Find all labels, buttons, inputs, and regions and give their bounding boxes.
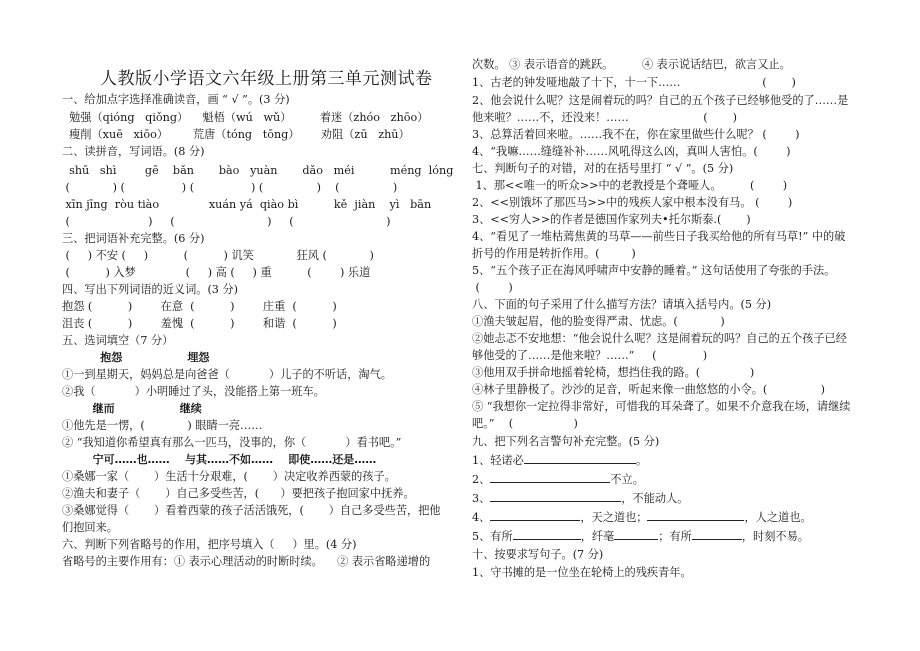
section-5-heading: 五、选词填空（7 分） [62,334,174,347]
section-9-question-4 [472,510,912,526]
section-6-heading: 六、判断下列省略号的作用，把序号填入（ ）里。(4 分) [62,538,357,551]
section-6-question-4[interactable]: 4、“我嘛……缝缝补补……风吼得这么凶，真叫人害怕。( ) [472,145,791,158]
section-5-question-3c[interactable]: ③桑娜觉得（ ）看着西蒙的孩子活活饿死，( ）自己多受些苦，把他 [62,504,441,517]
section-1-row-1: 勉强（qióng qiǒng） 魁梧（wú wǔ） 着迷（zhóo zhōo） [62,111,429,124]
section-8-question-4[interactable]: ④林子里静极了。沙沙的足音，听起来像一曲悠悠的小令。( ) [472,383,825,396]
section-5-question-1a[interactable]: ①一到星期天，妈妈总是向爸爸（ ）儿子的不听话，淘气。 [62,368,392,381]
section-9-question-3 [472,491,912,507]
q4-prefix: 4、 [472,511,491,524]
section-3-row-1[interactable]: ( ) 不安 ( ) ( ) 讥笑 狂风 ( ) [62,249,374,262]
section-9-question-1 [472,453,912,469]
q3-answer-blank[interactable] [490,491,621,502]
q5-mid-1: ，纤毫 [580,530,615,543]
section-8-heading: 八、下面的句子采用了什么描写方法？请填入括号内。(5 分) [472,298,772,311]
section-5-word-choices-1: 抱怨 埋怨 [62,351,210,364]
section-8-question-2: ②她忐忑不安地想：“他会说什么呢？这是闹着玩的吗？自己的五个孩子已经 [472,332,847,345]
section-1-row-2: 瘦削（xuē xiōo） 荒唐（tóng tōng） 劝阻（zū zhū） [62,128,410,141]
section-10-heading: 十、按要求写句子。(7 分) [472,548,604,561]
section-7-question-1[interactable]: 1、那<<唯一的听众>>中的老教授是个聋哑人。 ( ) [472,179,788,192]
section-7-question-5-cont[interactable]: ( ) [472,281,513,294]
section-7-question-2[interactable]: 2、<<别饿坏了那匹马>>中的残疾人家中根本没有马。 ( ) [472,196,793,209]
section-2-pinyin-1: shū shì gē bǎn bào yuàn dǎo méi méng lóng [62,164,454,177]
section-7-question-3[interactable]: 3、<<穷人>>的作者是德国作家列夫•托尔斯泰.( ) [472,213,751,226]
section-10-question-1: 1、守书摊的是一位坐在轮椅上的残疾青年。 [472,566,692,579]
section-5-word-choices-3: 宁可……也…… 与其……不如…… 即使……还是…… [62,453,377,466]
section-8-question-2-cont[interactable]: 够他受的了……是他来啦？……” ( ) [472,349,708,362]
q5-answer-blank-2[interactable] [614,529,658,540]
q4-answer-blank-1[interactable] [490,510,580,521]
q5-mid-2: ；有所 [658,530,692,543]
section-7-question-4-cont[interactable]: 折号的作用是转折作用。( ) [472,247,636,260]
section-3-row-2[interactable]: ( ) 入梦 ( ) 高 ( ) 重 ( ) 乐道 [62,266,371,279]
q3-suffix: ，不能动人。 [621,492,689,505]
section-9-heading: 九、把下列名言警句补充完整。(5 分) [472,435,660,448]
q5-answer-blank-3[interactable] [692,529,742,540]
section-5-word-choices-2: 继而 继续 [62,402,202,415]
section-5-question-2b[interactable]: ② “我知道你希望真有那么一匹马，没事的，你（ ）看书吧。” [62,436,402,449]
section-6-intro: 省略号的主要作用有：① 表示心理活动的时断时续。 ② 表示省略递增的 [62,555,431,568]
section-9-question-2 [472,472,912,488]
section-2-blanks-1[interactable]: ( ) ( ) ( ) ( ) ( ) [62,181,398,194]
section-9-question-5 [472,529,912,545]
q5-answer-blank-1[interactable] [513,529,581,540]
q1-answer-blank[interactable] [524,453,636,464]
section-5-question-3a[interactable]: ①桑娜一家（ ）生活十分艰难，( ）决定收养西蒙的孩子。 [62,470,396,483]
section-5-question-1b[interactable]: ②我（ ）小明睡过了头，没能搭上第一班车。 [62,385,325,398]
section-1-heading: 一、给加点字选择准确读音，画 “ √ ”。(3 分) [62,93,290,106]
q1-prefix: 1、轻诺必 [472,454,524,467]
section-7-question-5: 5、“五个孩子正在海风呼啸声中安静的睡着。” 这句话使用了夸张的手法。 [472,264,836,277]
section-4-row-2[interactable]: 沮丧 ( ) 羞愧 ( ) 和谐 ( ) [62,317,337,330]
section-7-question-4: 4、“看见了一堆枯蔫焦黄的马草——前些日子我买给他的所有马草!” 中的破 [472,230,846,243]
section-6-question-2-cont[interactable]: 他来啦？……不，还没来！…… ( ) [472,111,737,124]
section-8-question-5-cont[interactable]: 吧。” ( ) [472,417,578,430]
q4-answer-blank-2[interactable] [647,510,744,521]
section-6-question-1[interactable]: 1、古老的钟发哑地敲了十下，十一下…… ( ) [472,76,796,89]
section-2-blanks-2[interactable]: ( ) ( ) ( ) [62,215,391,228]
section-8-question-3[interactable]: ③他用双手拼命地摇着轮椅，想挡住我的路。( ) [472,366,755,379]
q4-suffix: ，人之道也。 [744,511,812,524]
exam-title: 人教版小学语文六年级上册第三单元测试卷 [100,69,433,89]
section-6-question-2[interactable]: 2、他会说什么呢？这是闹着玩的吗？自己的五个孩子已经够他受的了……是 [472,94,849,107]
q2-answer-blank[interactable] [490,472,610,483]
q2-suffix: 不立。 [610,473,644,486]
section-7-heading: 七、判断句子的对错，对的在括号里打 “ √ ”。(5 分) [472,162,734,175]
section-4-heading: 四、写出下列词语的近义词。(3 分) [62,283,239,296]
section-6-intro-cont: 次数。 ③ 表示语音的跳跃。 ④ 表示说话结巴，欲言又止。 [472,58,791,71]
section-4-row-1[interactable]: 抱怨 ( ) 在意 ( ) 庄重 ( ) [62,300,337,313]
q2-prefix: 2、 [472,473,491,486]
section-6-question-3[interactable]: 3、总算活着回来啦。……我不在，你在家里做些什么呢？ ( ) [472,128,800,141]
section-8-question-1[interactable]: ①渔夫皱起眉，他的脸变得严肃、忧虑。( ) [472,315,725,328]
q5-prefix: 5、有所 [472,530,513,543]
section-5-question-2a[interactable]: ①他先是一愣，( ) 眼睛一亮…… [62,419,263,432]
section-2-pinyin-2: xīn jīng ròu tiào xuán yá qiào bì kě jiàn yì bān [62,198,432,211]
section-2-heading: 二、读拼音，写词语。(8 分) [62,145,205,158]
section-5-question-3c-cont: 们抱回来。 [62,521,118,534]
section-3-heading: 三、把词语补充完整。(6 分) [62,232,205,245]
q3-prefix: 3、 [472,492,491,505]
section-8-question-5: ⑤ “我想你一定拉得非常好，可惜我的耳朵聋了。如果不介意我在场，请继续 [472,400,851,413]
section-5-question-3b[interactable]: ②渔夫和妻子（ ）自己多受些苦，( ）要把孩子抱回家中抚养。 [62,487,415,500]
q4-mid: ，天之道也； [580,511,648,524]
q1-suffix: 。 [635,454,648,467]
q5-suffix: ，时刻不易。 [741,530,809,543]
